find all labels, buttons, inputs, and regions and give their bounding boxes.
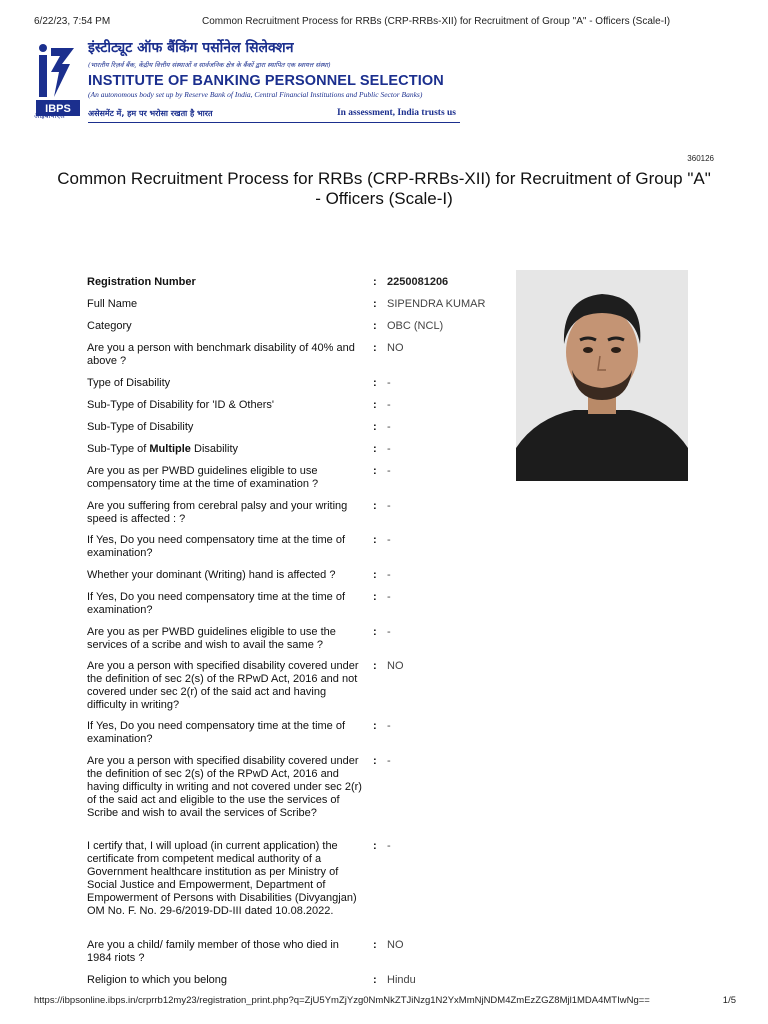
institute-subtitle-hindi: (भारतीय रिज़र्व बैंक, केंद्रीय वित्तीय संस्थाओं व सार्वजनिक क्षेत्र के बैंकों द्वारा स्थापित एक स्वायत्त संस्था): [88, 61, 331, 69]
candidate-photo: [516, 270, 688, 481]
letterhead-text: [88, 38, 460, 99]
field-separator: :: [373, 720, 377, 732]
field-value: -: [387, 755, 391, 767]
field-separator: :: [373, 840, 377, 852]
field-separator: :: [373, 974, 377, 986]
logo-caption: आईबीपीएस: [34, 112, 65, 120]
field-value: -: [387, 421, 391, 433]
field-label-prefix: Sub-Type of: [87, 443, 150, 455]
document-title-line1: Common Recruitment Process for RRBs (CRP-RRBs-XII) for Recruitment of Group "A": [57, 169, 711, 188]
field-separator: :: [373, 660, 377, 672]
field-value: -: [387, 443, 391, 455]
field-label: If Yes, Do you need compensatory time at the time of examination?: [87, 591, 346, 616]
institute-name-english: INSTITUTE OF BANKING PERSONNEL SELECTION: [88, 73, 444, 89]
field-label: Are you as per PWBD guidelines eligible to use the services of a scribe and wish to avail the same ?: [87, 626, 336, 651]
field-separator: :: [373, 399, 377, 411]
field-label: [87, 443, 365, 456]
print-page-title: Common Recruitment Process for RRBs (CRP-RRBs-XII) for Recruitment of Group "A" - Officers (Scale-I): [202, 16, 671, 27]
document-title: [40, 169, 728, 209]
field-label: I certify that, I will upload (in current application) the certificate from competent medical authority of a Government healthcare institution as per Ministry of Social Justice and Empowerment, Department of Empowerment of Persons with Disabilities (Divyangjan) OM No. F. No. 29-6/2019-DD-III dated 10.08.2022.: [87, 840, 357, 917]
field-value: -: [387, 500, 391, 512]
field-label: Category: [87, 320, 132, 332]
field-label-suffix: Disability: [190, 443, 239, 455]
field-label: Full Name: [87, 298, 138, 310]
field-label: Are you a child/ family member of those who died in 1984 riots ?: [87, 939, 339, 964]
field-value: -: [387, 534, 391, 546]
field-label: If Yes, Do you need compensatory time at the time of examination?: [87, 720, 346, 745]
document-title-line2: - Officers (Scale-I): [315, 189, 453, 208]
field-separator: :: [373, 298, 377, 310]
ibps-letterhead: [36, 38, 460, 126]
field-label: Religion to which you belong: [87, 974, 228, 986]
field-separator: :: [373, 534, 377, 546]
field-label: Sub-Type of Disability: [87, 421, 194, 433]
slogan-english: In assessment, India trusts us: [336, 108, 456, 118]
field-value: Hindu: [387, 974, 416, 986]
field-value: NO: [387, 939, 404, 951]
institute-name-hindi: इंस्टीट्यूट ऑफ बैंकिंग पर्सोनेल सिलेक्शन: [88, 40, 294, 56]
field-separator: :: [373, 500, 377, 512]
field-separator: :: [373, 276, 377, 288]
field-label: Type of Disability: [87, 377, 171, 389]
field-label: Are you a person with benchmark disability of 40% and above ?: [87, 342, 355, 367]
slogan-bar: [88, 108, 460, 123]
slogan-hindi: असेसमेंट में, हम पर भरोसा रखता है भारत: [88, 109, 213, 118]
field-value: -: [387, 626, 391, 638]
field-label: Are you as per PWBD guidelines eligible to use compensatory time at the time of examination ?: [87, 465, 319, 490]
field-value: -: [387, 591, 391, 603]
field-label: Sub-Type of Disability for 'ID & Others': [87, 399, 274, 411]
field-separator: :: [373, 939, 377, 951]
logo-mark-text: IBPS: [45, 103, 71, 115]
field-label: Are you a person with specified disability covered under the definition of sec 2(s) of the RPwD Act, 2016 and having difficulty in writing and not covered under sec 2(r) of the said act and eligible to the use the services of Scribe and wish to avail the services of Scribe?: [87, 755, 362, 819]
field-value: NO: [387, 660, 404, 672]
field-value: -: [387, 399, 391, 411]
print-datetime: 6/22/23, 7:54 PM: [34, 16, 111, 27]
print-url: https://ibpsonline.ibps.in/crprrb12my23/registration_print.php?q=ZjU5YmZjYzg0NmNkZTJiNzg1N2YxMmNjNDM4ZmEzZGZ8Mjl1MDA4MTIwNg==: [34, 995, 650, 1006]
field-separator: :: [373, 320, 377, 332]
field-separator: :: [373, 342, 377, 354]
field-label-emphasis: Multiple: [149, 443, 191, 455]
field-label: If Yes, Do you need compensatory time at the time of examination?: [87, 534, 346, 559]
field-value: -: [387, 465, 391, 477]
field-separator: :: [373, 465, 377, 477]
field-label: Whether your dominant (Writing) hand is affected ?: [87, 569, 336, 581]
field-value: -: [387, 377, 391, 389]
field-separator: :: [373, 626, 377, 638]
document-code: 360126: [687, 154, 714, 163]
field-separator: :: [373, 421, 377, 433]
candidate-photo-image: [516, 270, 688, 481]
field-value: OBC (NCL): [387, 320, 444, 332]
field-separator: :: [373, 377, 377, 389]
field-separator: :: [373, 755, 377, 767]
field-label: Registration Number: [87, 276, 196, 288]
field-separator: :: [373, 591, 377, 603]
field-value: -: [387, 840, 391, 852]
institute-subtitle-english: (An autonomous body set up by Reserve Bank of India, Central Financial Institutions and Public Sector Banks): [88, 90, 423, 99]
field-separator: :: [373, 569, 377, 581]
field-label: Are you a person with specified disability covered under the definition of sec 2(s) of the RPwD Act, 2016 and not covered under sec 2(r) of the said act and having difficulty in writing?: [87, 660, 359, 711]
field-value: -: [387, 569, 391, 581]
page-number: 1/5: [722, 995, 736, 1006]
field-value: NO: [387, 342, 404, 354]
field-value: SIPENDRA KUMAR: [387, 298, 486, 310]
field-value: 2250081206: [387, 276, 449, 288]
ibps-logo-icon: [36, 42, 80, 122]
field-value: -: [387, 720, 391, 732]
field-label: Are you suffering from cerebral palsy and your writing speed is affected : ?: [87, 500, 348, 525]
field-separator: :: [373, 443, 377, 455]
